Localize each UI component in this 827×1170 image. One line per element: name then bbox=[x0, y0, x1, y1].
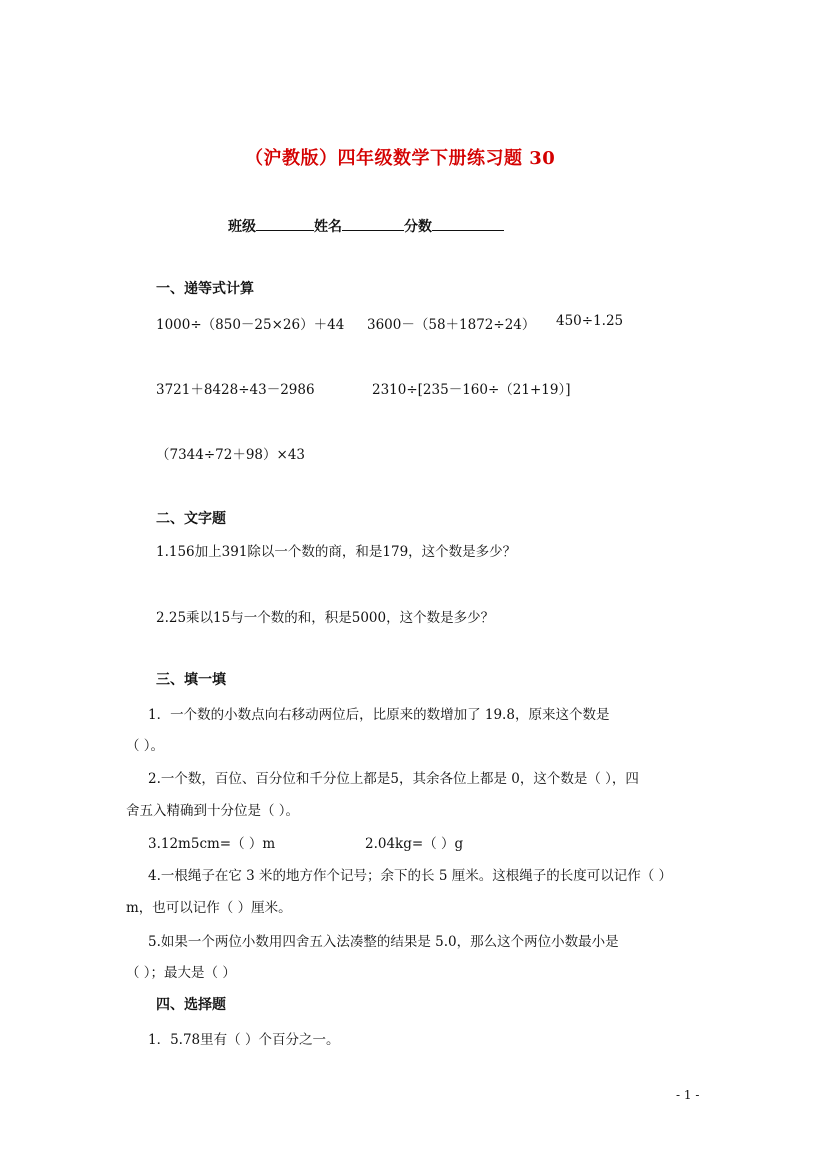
fill-q2-line1: 2.一个数，百位、百分位和千分位上都是5，其余各位上都是 0，这个数是（ ），四 bbox=[148, 771, 639, 787]
calc-item-2: 3600－（58＋1872÷24） bbox=[367, 317, 536, 333]
section-3-heading: 三、填一填 bbox=[156, 672, 226, 688]
fill-q4-line1: 4.一根绳子在它 3 米的地方作个记号；余下的长 5 厘米。这根绳子的长度可以记作（ ） bbox=[148, 868, 673, 884]
student-info-line bbox=[228, 216, 504, 236]
calc-item-6: （7344÷72＋98）×43 bbox=[156, 447, 306, 463]
class-label: 班级 bbox=[228, 219, 256, 235]
fill-q2-line2: 舍五入精确到十分位是（ ）。 bbox=[126, 803, 300, 819]
word-problem-1: 1.156加上391除以一个数的商，和是179，这个数是多少？ bbox=[156, 544, 517, 560]
calc-item-1: 1000÷（850－25×26）＋44 bbox=[156, 317, 345, 333]
calc-item-5: 2310÷[235－160÷（21+19）] bbox=[372, 382, 571, 398]
page-title: （沪教版）四年级数学下册练习题 30 bbox=[245, 148, 556, 169]
fill-q5-line1: 5.如果一个两位小数用四舍五入法凑整的结果是 5.0，那么这个两位小数最小是 bbox=[148, 934, 619, 950]
choice-q1: 1．5.78里有（ ）个百分之一。 bbox=[148, 1032, 340, 1048]
fill-q1-line1: 1．一个数的小数点向右移动两位后，比原来的数增加了 19.8，原来这个数是 bbox=[148, 707, 610, 723]
calc-item-3: 450÷1.25 bbox=[556, 313, 624, 329]
section-1-heading: 一、递等式计算 bbox=[156, 281, 254, 297]
calc-item-4: 3721＋8428÷43－2986 bbox=[156, 382, 315, 398]
section-4-heading: 四、选择题 bbox=[156, 997, 226, 1013]
score-label: 分数 bbox=[404, 219, 432, 235]
name-label: 姓名 bbox=[314, 219, 342, 235]
word-problem-2: 2.25乘以15与一个数的和，积是5000，这个数是多少？ bbox=[156, 610, 495, 626]
score-blank bbox=[432, 217, 504, 231]
fill-q5-line2: （ ）；最大是（ ） bbox=[126, 965, 236, 981]
fill-q3-part-b: 2.04kg=（ ）g bbox=[365, 836, 464, 852]
section-2-heading: 二、文字题 bbox=[156, 511, 226, 527]
fill-q1-line2: （ ）。 bbox=[126, 738, 165, 754]
page-number: - 1 - bbox=[676, 1088, 700, 1102]
fill-q3-part-a: 3.12m5cm=（ ）m bbox=[148, 836, 276, 852]
name-blank bbox=[342, 217, 404, 231]
fill-q4-line2: m，也可以记作（ ）厘米。 bbox=[126, 900, 292, 916]
class-blank bbox=[256, 217, 314, 231]
